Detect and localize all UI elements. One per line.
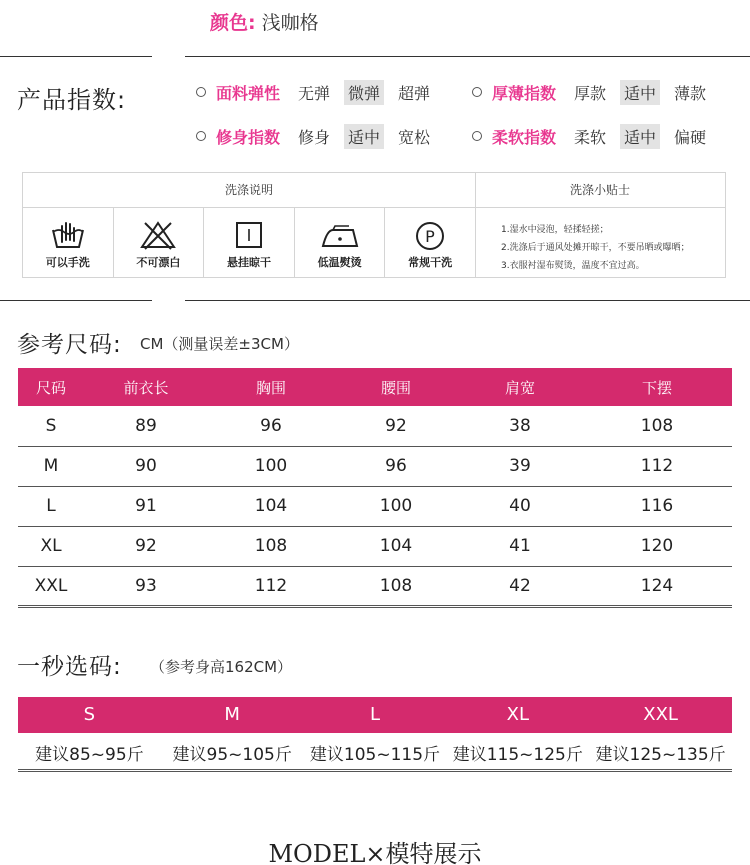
index-option: 厚款 xyxy=(574,83,607,103)
size-reference-note: CM（测量误差±3CM） xyxy=(140,335,299,353)
fit-index xyxy=(196,124,472,149)
table-cell: L xyxy=(18,486,84,526)
color-label: 颜色: xyxy=(210,12,256,34)
table-cell: 96 xyxy=(208,406,334,446)
model-section-title: MODEL×模特展示 xyxy=(268,840,482,865)
table-cell: 112 xyxy=(208,566,334,606)
weight-suggestion: 建议115~125斤 xyxy=(452,745,583,765)
index-option: 无弹 xyxy=(298,83,331,103)
table-cell: S xyxy=(18,406,84,446)
column-header: 下摆 xyxy=(582,368,732,406)
index-option: 柔软 xyxy=(574,127,607,147)
divider-mid-left xyxy=(0,300,152,301)
color-line xyxy=(210,8,319,35)
washing-tip: 2.洗涤后于通风处摊开晾干，不要吊晒或曝晒； xyxy=(501,243,690,253)
hang-dry-icon xyxy=(234,220,264,250)
table-cell: 38 xyxy=(458,406,582,446)
bullet-ring-icon xyxy=(196,87,206,97)
weight-suggestion: 建议95~105斤 xyxy=(172,745,292,765)
table-cell: 42 xyxy=(458,566,582,606)
wash-icon-label: 常规干洗 xyxy=(408,256,453,269)
column-header: 腰围 xyxy=(334,368,458,406)
weight-suggestion: 建议125~135斤 xyxy=(595,745,726,765)
quick-size-label: M xyxy=(224,704,240,725)
product-index-title: 产品指数: xyxy=(17,86,127,114)
table-cell: 104 xyxy=(208,486,334,526)
washing-tips-header: 洗涤小贴士 xyxy=(569,183,630,197)
svg-text:P: P xyxy=(425,227,435,246)
bullet-ring-icon xyxy=(472,131,482,141)
bullet-ring-icon xyxy=(196,131,206,141)
divider-mid-right xyxy=(185,300,750,301)
table-cell: 100 xyxy=(208,446,334,486)
divider-top-right xyxy=(185,56,750,57)
table-cell: 89 xyxy=(84,406,208,446)
column-header: 前衣长 xyxy=(84,368,208,406)
quick-size-note: （参考身高162CM） xyxy=(150,658,293,676)
table-cell: 92 xyxy=(84,526,208,566)
quick-size-label: L xyxy=(369,704,380,725)
quick-size-label: S xyxy=(83,704,96,725)
quick-size-label: XXL xyxy=(643,704,678,725)
index-option: 修身 xyxy=(298,127,331,147)
column-header: 胸围 xyxy=(208,368,334,406)
index-option-selected: 适中 xyxy=(620,124,660,149)
table-cell: 108 xyxy=(582,406,732,446)
table-cell: 100 xyxy=(334,486,458,526)
weight-suggestion: 建议85~95斤 xyxy=(35,745,144,765)
index-name: 修身指数 xyxy=(216,127,281,147)
thickness-index xyxy=(472,80,720,105)
index-option: 偏硬 xyxy=(674,127,707,147)
table-cell: 41 xyxy=(458,526,582,566)
divider-top-left xyxy=(0,56,152,57)
table-row xyxy=(18,446,732,486)
wash-icon-cell xyxy=(114,208,205,278)
index-name: 柔软指数 xyxy=(492,127,557,147)
table-row xyxy=(18,406,732,446)
table-cell: 108 xyxy=(334,566,458,606)
index-option-selected: 微弹 xyxy=(344,80,384,105)
table-cell: 116 xyxy=(582,486,732,526)
wash-icon-label: 低温熨烫 xyxy=(317,256,362,269)
weight-suggestion: 建议105~115斤 xyxy=(309,745,441,765)
size-table xyxy=(18,368,732,608)
table-cell: 112 xyxy=(582,446,732,486)
index-name: 面料弹性 xyxy=(216,83,281,103)
dry-clean-icon xyxy=(414,220,446,252)
table-cell: XL xyxy=(18,526,84,566)
table-row xyxy=(18,526,732,566)
table-cell: 124 xyxy=(582,566,732,606)
table-cell: 92 xyxy=(334,406,458,446)
quick-size-suggestions xyxy=(18,740,732,772)
bullet-ring-icon xyxy=(472,87,482,97)
table-cell: 93 xyxy=(84,566,208,606)
product-index-row-1 xyxy=(196,79,720,105)
table-cell: 39 xyxy=(458,446,582,486)
product-index-row-2 xyxy=(196,123,720,149)
table-cell: 91 xyxy=(84,486,208,526)
washing-instructions-box xyxy=(22,172,726,278)
quick-size-bar xyxy=(18,697,732,733)
washing-tip: 1.湿水中浸泡，轻揉轻搓； xyxy=(501,225,609,235)
washing-icons xyxy=(23,208,475,278)
table-cell: 90 xyxy=(84,446,208,486)
column-header: 尺码 xyxy=(18,368,84,406)
wash-icon-label: 可以手洗 xyxy=(45,256,90,269)
index-option: 超弹 xyxy=(398,83,431,103)
column-header: 肩宽 xyxy=(458,368,582,406)
table-row xyxy=(18,486,732,526)
quick-size-title: 一秒选码: xyxy=(17,654,122,680)
quick-size-label: XL xyxy=(506,704,529,725)
index-name: 厚薄指数 xyxy=(492,83,557,103)
size-table-header-row xyxy=(18,368,732,406)
table-cell: 104 xyxy=(334,526,458,566)
hand-wash-icon xyxy=(50,220,86,250)
table-row xyxy=(18,566,732,606)
wash-icon-label: 不可漂白 xyxy=(136,256,181,269)
washing-tips xyxy=(501,221,690,275)
table-cell: 40 xyxy=(458,486,582,526)
table-cell: M xyxy=(18,446,84,486)
washing-header: 洗涤说明 xyxy=(224,183,273,197)
wash-icon-label: 悬挂晾干 xyxy=(226,256,271,269)
fabric-elasticity-index xyxy=(196,80,472,105)
table-cell: XXL xyxy=(18,566,84,606)
low-iron-icon xyxy=(319,220,361,250)
wash-icon-cell xyxy=(385,208,475,278)
table-cell: 120 xyxy=(582,526,732,566)
index-option: 宽松 xyxy=(398,127,431,147)
color-value: 浅咖格 xyxy=(261,12,319,34)
index-option-selected: 适中 xyxy=(344,124,384,149)
index-option: 薄款 xyxy=(674,83,707,103)
wash-icon-cell xyxy=(204,208,295,278)
wash-icon-cell xyxy=(23,208,114,278)
index-option-selected: 适中 xyxy=(620,80,660,105)
washing-tip: 3.衣服衬湿布熨烫，温度不宜过高。 xyxy=(501,261,645,271)
softness-index xyxy=(472,124,720,149)
wash-icon-cell xyxy=(295,208,386,278)
table-cell: 96 xyxy=(334,446,458,486)
table-cell: 108 xyxy=(208,526,334,566)
size-reference-title: 参考尺码: xyxy=(17,332,122,358)
no-bleach-icon xyxy=(139,220,177,250)
